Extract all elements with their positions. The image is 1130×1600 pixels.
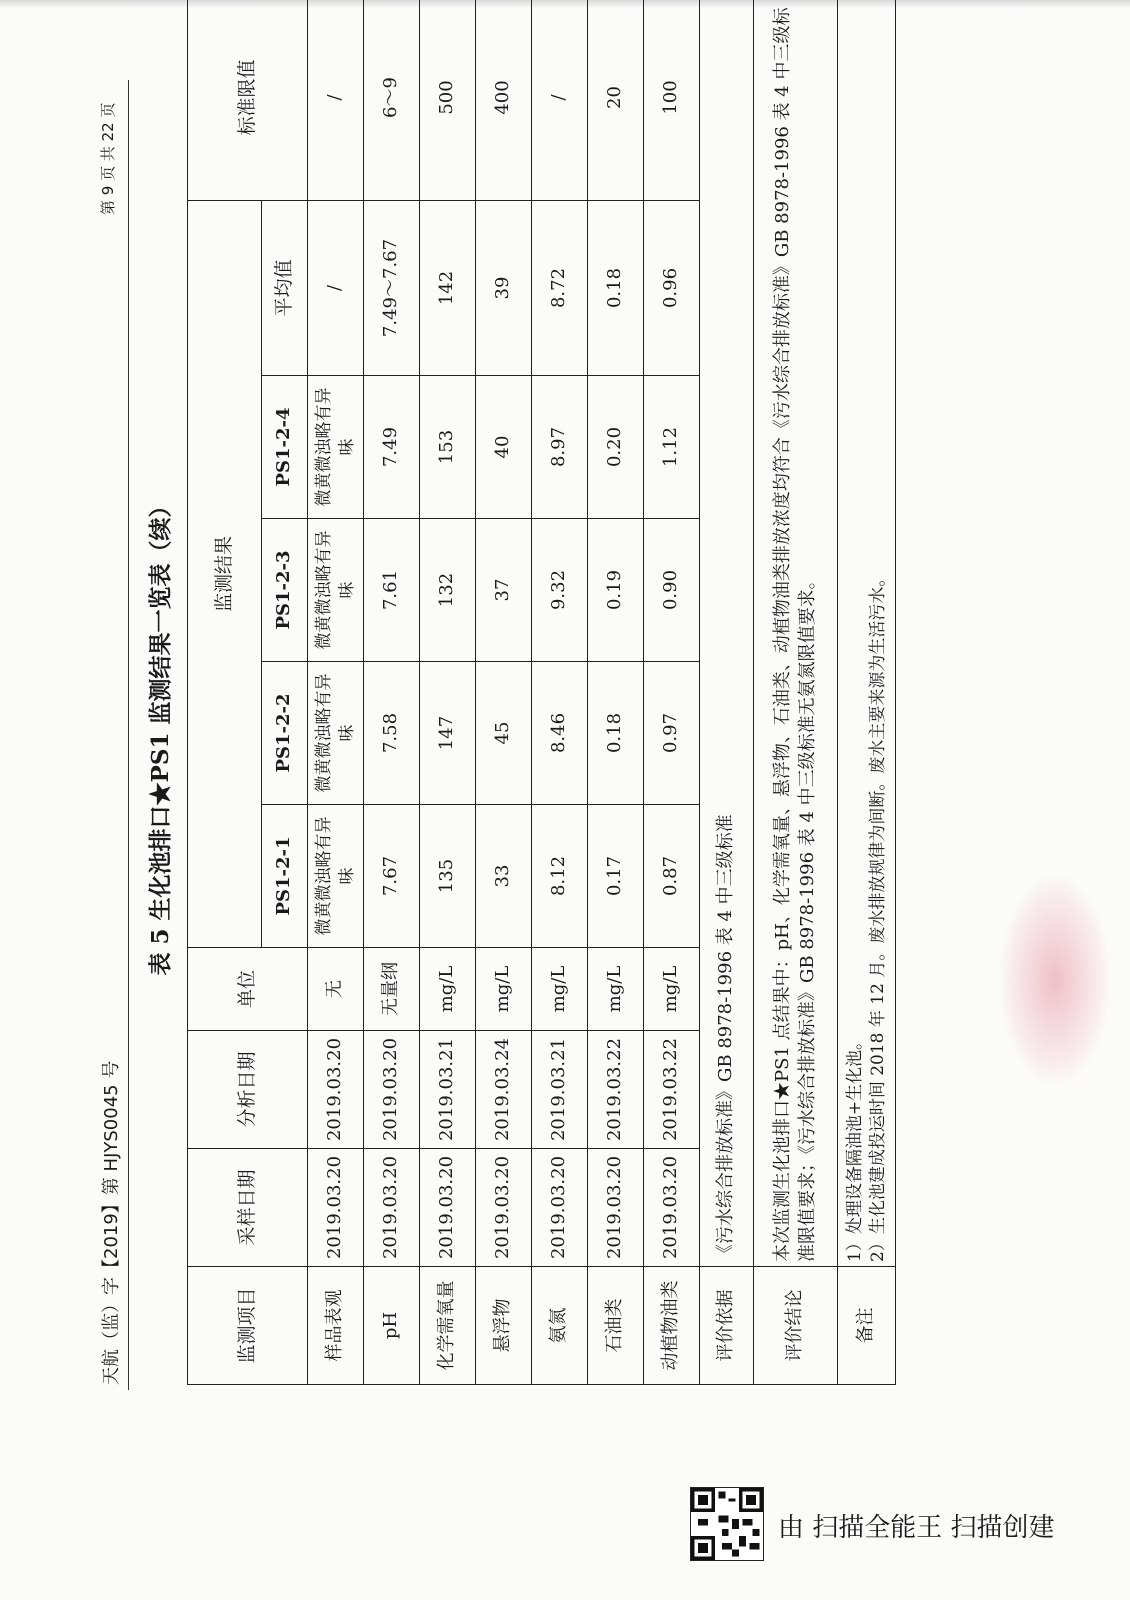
row-item: 石油类 (588, 1267, 644, 1385)
table-row (364, 0, 420, 1385)
row-limit: / (308, 0, 364, 200)
row-limit: 6～9 (364, 0, 420, 200)
table-row (644, 0, 700, 1385)
row-sample-date: 2019.03.20 (644, 1149, 700, 1267)
row-value: 40 (476, 376, 532, 519)
row-value: 0.19 (588, 519, 644, 662)
row-value: 7.61 (364, 519, 420, 662)
row-value: 0.17 (588, 805, 644, 948)
row-average: 0.96 (644, 200, 700, 375)
row-value: 微黄微浊略有异味 (308, 376, 364, 519)
header-average: 平均值 (262, 200, 308, 375)
row-analysis-date: 2019.03.20 (308, 1031, 364, 1149)
row-average: 39 (476, 200, 532, 375)
remark-line: 2）生化池建成投运时间 2018 年 12 月。废水排放规律为间断。废水主要来源为生活污水。 (867, 569, 888, 1262)
scanner-footer (690, 1487, 1090, 1567)
row-sample-date: 2019.03.20 (588, 1149, 644, 1267)
row-value: 37 (476, 519, 532, 662)
row-unit: mg/L (644, 948, 700, 1031)
table-row (420, 0, 476, 1385)
row-limit: 500 (420, 0, 476, 200)
row-unit: mg/L (420, 948, 476, 1031)
row-value: 0.97 (644, 662, 700, 805)
row-average: 0.18 (588, 200, 644, 375)
row-limit: 100 (644, 0, 700, 200)
row-analysis-date: 2019.03.21 (532, 1031, 588, 1149)
scanner-watermark-text: 由 扫描全能王 扫描创建 (778, 1513, 1055, 1543)
row-average: 142 (420, 200, 476, 375)
remarks-text (838, 0, 896, 1267)
sample-id: PS1-2-1 (262, 805, 308, 948)
row-item: pH (364, 1267, 420, 1385)
results-table (187, 0, 896, 1385)
row-value: 8.12 (532, 805, 588, 948)
table-row (476, 0, 532, 1385)
remarks-row (838, 0, 896, 1385)
row-value: 微黄微浊略有异味 (308, 519, 364, 662)
row-value: 微黄微浊略有异味 (308, 662, 364, 805)
row-limit: 20 (588, 0, 644, 200)
red-seal-stamp (1000, 875, 1110, 1085)
row-limit: / (532, 0, 588, 200)
row-value: 132 (420, 519, 476, 662)
header-item: 监测项目 (188, 1267, 308, 1385)
header-sample-date: 采样日期 (188, 1149, 308, 1267)
row-sample-date: 2019.03.20 (364, 1149, 420, 1267)
row-analysis-date: 2019.03.20 (364, 1031, 420, 1149)
row-value: 0.90 (644, 519, 700, 662)
row-item: 化学需氧量 (420, 1267, 476, 1385)
table-row (308, 0, 364, 1385)
basis-label: 评价依据 (700, 1267, 754, 1385)
row-analysis-date: 2019.03.21 (420, 1031, 476, 1149)
row-value: 0.18 (588, 662, 644, 805)
sample-id: PS1-2-4 (262, 376, 308, 519)
row-value: 0.87 (644, 805, 700, 948)
table-row (532, 0, 588, 1385)
row-unit: mg/L (476, 948, 532, 1031)
row-value: 7.49 (364, 376, 420, 519)
row-unit: 无 (308, 948, 364, 1031)
row-sample-date: 2019.03.20 (308, 1149, 364, 1267)
remarks-label: 备注 (838, 1267, 896, 1385)
row-value: 1.12 (644, 376, 700, 519)
row-unit: mg/L (588, 948, 644, 1031)
row-analysis-date: 2019.03.22 (588, 1031, 644, 1149)
row-item: 样品表观 (308, 1267, 364, 1385)
row-sample-date: 2019.03.20 (532, 1149, 588, 1267)
basis-row (700, 0, 754, 1385)
header-limit: 标准限值 (188, 0, 308, 200)
row-average: / (308, 200, 364, 375)
row-value: 147 (420, 662, 476, 805)
row-sample-date: 2019.03.20 (420, 1149, 476, 1267)
basis-text: 《污水综合排放标准》GB 8978-1996 表 4 中三级标准 (700, 0, 754, 1267)
header-unit: 单位 (188, 948, 308, 1031)
sample-id: PS1-2-3 (262, 519, 308, 662)
row-value: 33 (476, 805, 532, 948)
row-unit: mg/L (532, 948, 588, 1031)
row-average: 8.72 (532, 200, 588, 375)
table-title: 表 5 生化池排口★PS1 监测结果一览表（续） (147, 494, 174, 976)
conclusion-label: 评价结论 (754, 1267, 838, 1385)
qr-code-icon (690, 1487, 764, 1561)
conclusion-text: 本次监测生化池排口★PS1 点结果中：pH、化学需氧量、悬浮物、石油类、动植物油类排放浓度均符合《污水综合排放标准》GB 8978-1996 表 4 中三级标准限值要求；《污水综合排放标准》GB 8978-1996 表 4 中三级标准无氨氮限值要求。 (754, 0, 838, 1267)
row-average: 7.49～7.67 (364, 200, 420, 375)
row-analysis-date: 2019.03.22 (644, 1031, 700, 1149)
row-item: 氨氮 (532, 1267, 588, 1385)
row-value: 135 (420, 805, 476, 948)
row-value: 9.32 (532, 519, 588, 662)
row-value: 7.58 (364, 662, 420, 805)
row-value: 8.97 (532, 376, 588, 519)
row-sample-date: 2019.03.20 (476, 1149, 532, 1267)
sample-id: PS1-2-2 (262, 662, 308, 805)
page-number: 第 9 页 共 22 页 (99, 102, 117, 215)
row-limit: 400 (476, 0, 532, 200)
row-item: 动植物油类 (644, 1267, 700, 1385)
row-analysis-date: 2019.03.24 (476, 1031, 532, 1149)
row-unit: 无量纲 (364, 948, 420, 1031)
row-value: 7.67 (364, 805, 420, 948)
header-analysis-date: 分析日期 (188, 1031, 308, 1149)
document-number: 天航（监）字【2019】第 HJYS0045 号 (101, 1060, 122, 1385)
row-value: 153 (420, 376, 476, 519)
header-divider (128, 80, 129, 1390)
header-results: 监测结果 (188, 200, 262, 947)
row-item: 悬浮物 (476, 1267, 532, 1385)
conclusion-row (754, 0, 838, 1385)
row-value: 0.20 (588, 376, 644, 519)
table-row (588, 0, 644, 1385)
row-value: 45 (476, 662, 532, 805)
row-value: 微黄微浊略有异味 (308, 805, 364, 948)
remark-line: 1）处理设备隔油池+生化池。 (844, 1032, 865, 1262)
row-value: 8.46 (532, 662, 588, 805)
